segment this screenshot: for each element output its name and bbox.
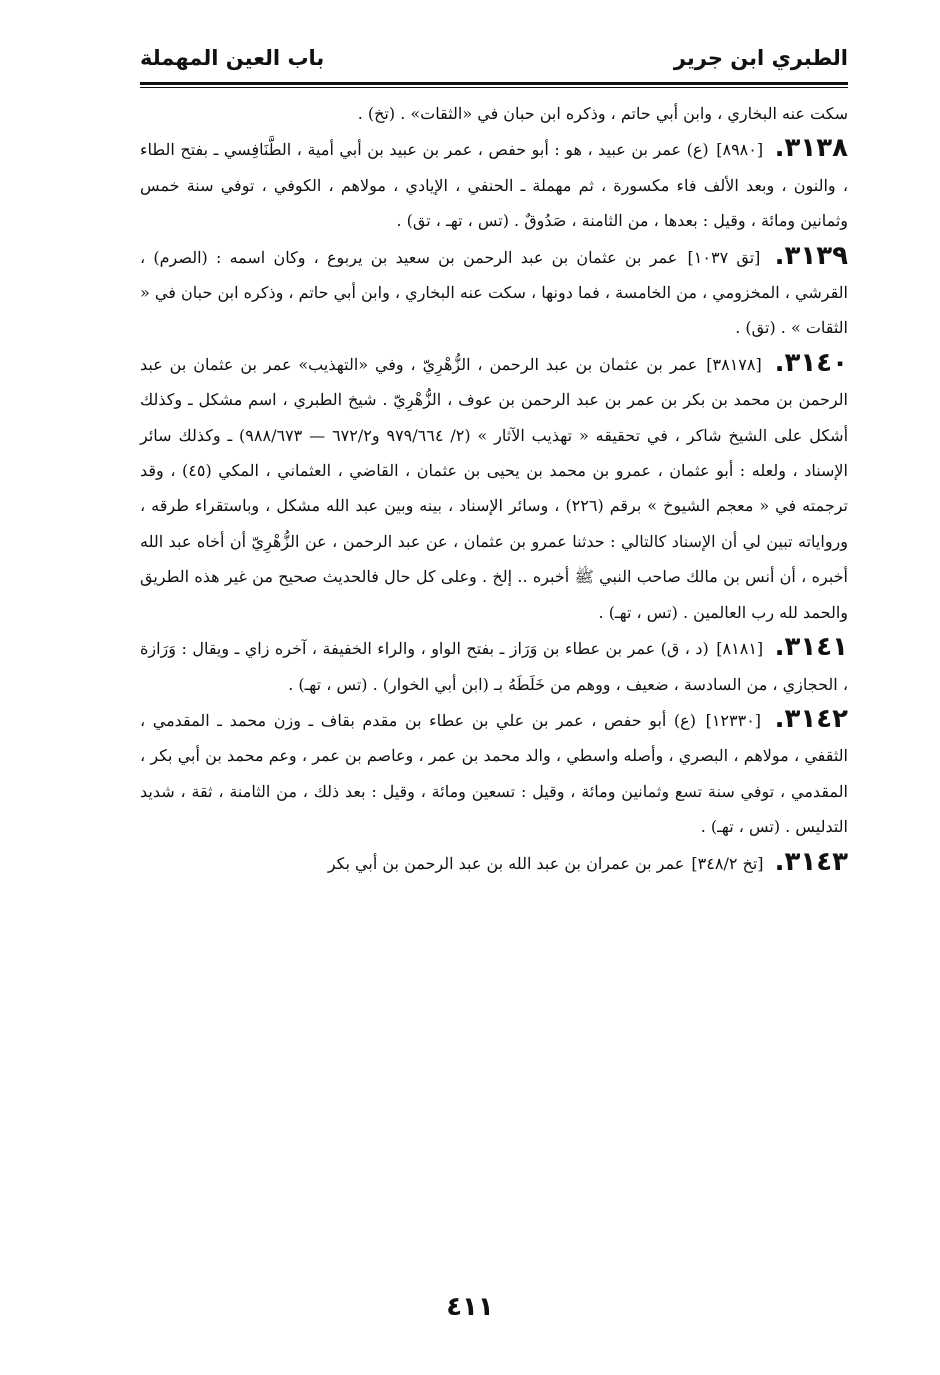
entry-reference: [٨٩٨٠] <box>716 140 764 160</box>
entry-3139 <box>140 239 848 346</box>
page-number: ٤١١ <box>446 1292 494 1322</box>
continuation-text: سكت عنه البخاري ، وابن أبي حاتم ، وذكره ابن حبان في «الثقات» . (تخ) . <box>357 104 848 123</box>
header-chapter-title: باب العين المهملة <box>140 46 325 70</box>
header-book-title: الطبري ابن جرير <box>673 46 848 70</box>
entry-reference: [١٢٣٣٠] <box>705 710 762 730</box>
entry-text: (ع) عمر بن عبيد ، هو : أبو حفص ، عمر بن عبيد بن أبي أمية ، الطَّنَافِسي ـ بفتح الطاء ، والنون ، وبعد الألف فاء مكسورة ، ثم مهملة ـ الحنفي ، الإيادي ، مولاهم ، الكوفي ، توفي سنة خمس وثمانين ومائة ، وقيل : بعدها ، من الثامنة ، صَدُوقٌ . (تس ، تهـ ، تق) . <box>140 140 848 231</box>
entry-number: ٣١٤٠. <box>774 347 849 378</box>
entry-reference: [تق ١٠٣٧] <box>687 247 761 267</box>
entry-text: عمر بن عثمان بن عبد الرحمن ، الزُّهْرِيّ ، وفي «التهذيب» عمر بن عثمان بن عبد الرحمن بن محمد بن بكر بن عمر بن عبد الرحمن بن عوف ، الزُّهْرِيّ . شيخ الطبري ، اسم مشكل ـ وكذلك أشكل على الشيخ شاكر ، في تحقيقه « تهذيب الآثار » (٢/ ٩٧٩/٦٦٤ و٦٧٢/٢ — ٩٨٨/٦٧٣) ـ وكذلك سائر الإسناد ، ولعله : أبو عثمان ، عمرو بن محمد بن يحيى بن عثمان ، القاضي ، العثماني ، المكي (٤٥) ، وقد ترجمته في « معجم الشيوخ » برقم (٢٢٦) ، وسائر الإسناد ، بينه وبين عبد الله مشكل ، وباستقراء طرقه ، ورواياته تبين لي أن الإسناد كالتالي : حدثنا عمرو بن عثمان ، عن عبد الرحمن ، عن الزُّهْرِيّ أن أخاه عبد الله أخبره ، أن أنس بن مالك صاحب النبي ﷺ أخبره .. إلخ . وعلى كل حال فالحديث صحيح من غير هذه الطريق والحمد لله رب العالمين . (تس ، تهـ) . <box>140 354 849 622</box>
entry-reference: [تخ ٣٤٨/٢] <box>691 853 764 873</box>
entry-text: عمر بن عمران بن عبد الله بن عبد الرحمن بن أبي بكر <box>327 853 685 873</box>
entry-3141 <box>140 630 848 702</box>
entry-3138 <box>140 131 848 238</box>
entry-number: ٣١٤١. <box>774 632 848 663</box>
header-rule-thin <box>140 87 848 88</box>
entry-3140 <box>140 346 848 630</box>
entry-number: ٣١٤٣. <box>774 846 848 877</box>
entry-text: عمر بن عثمان بن عبد الرحمن بن سعيد بن يربوع ، وكان اسمه : (الصرم) ، القرشي ، المخزومي ، من الخامسة ، فما دونها ، سكت عنه البخاري ، وابن أبي حاتم ، وذكره ابن حبان في « الثقات » . (تق) . <box>140 247 848 338</box>
running-header <box>140 38 848 78</box>
entry-3142 <box>140 702 848 845</box>
page-body <box>140 96 848 881</box>
entry-text: (ع) أبو حفص ، عمر بن علي بن عطاء بن مقدم بقاف ـ وزن محمد ـ المقدمي ، الثقفي ، مولاهم ، البصري ، وأصله واسطي ، والد محمد بن عمر ، وعاصم بن عمر ، وعم محمد بن أبي بكر ، المقدمي ، توفي سنة تسع وثمانين ومائة ، وقيل : تسعين ومائة ، وقيل : بعد ذلك ، من الثامنة ، ثقة ، شديد التدليس . (تس ، تهـ) . <box>140 710 848 837</box>
entry-3143 <box>140 845 848 881</box>
entry-reference: [٨١٨١] <box>716 639 764 659</box>
header-rule <box>140 82 848 85</box>
entry-reference: [٣٨١٧٨] <box>706 354 762 374</box>
entry-number: ٣١٣٩. <box>774 240 848 271</box>
entry-number: ٣١٤٢. <box>774 703 848 734</box>
entry-number: ٣١٣٨. <box>774 133 849 164</box>
entry-text: (د ، ق) عمر بن عطاء بن وَرَاز ـ بفتح الواو ، والراء الخفيفة ، آخره زاي ـ ويقال : وَرَازة ، الحجازي ، من السادسة ، ضعيف ، ووهم من خَلَطَهُ بـ (ابن أبي الخوار) . (تس ، تهـ) . <box>140 639 848 694</box>
